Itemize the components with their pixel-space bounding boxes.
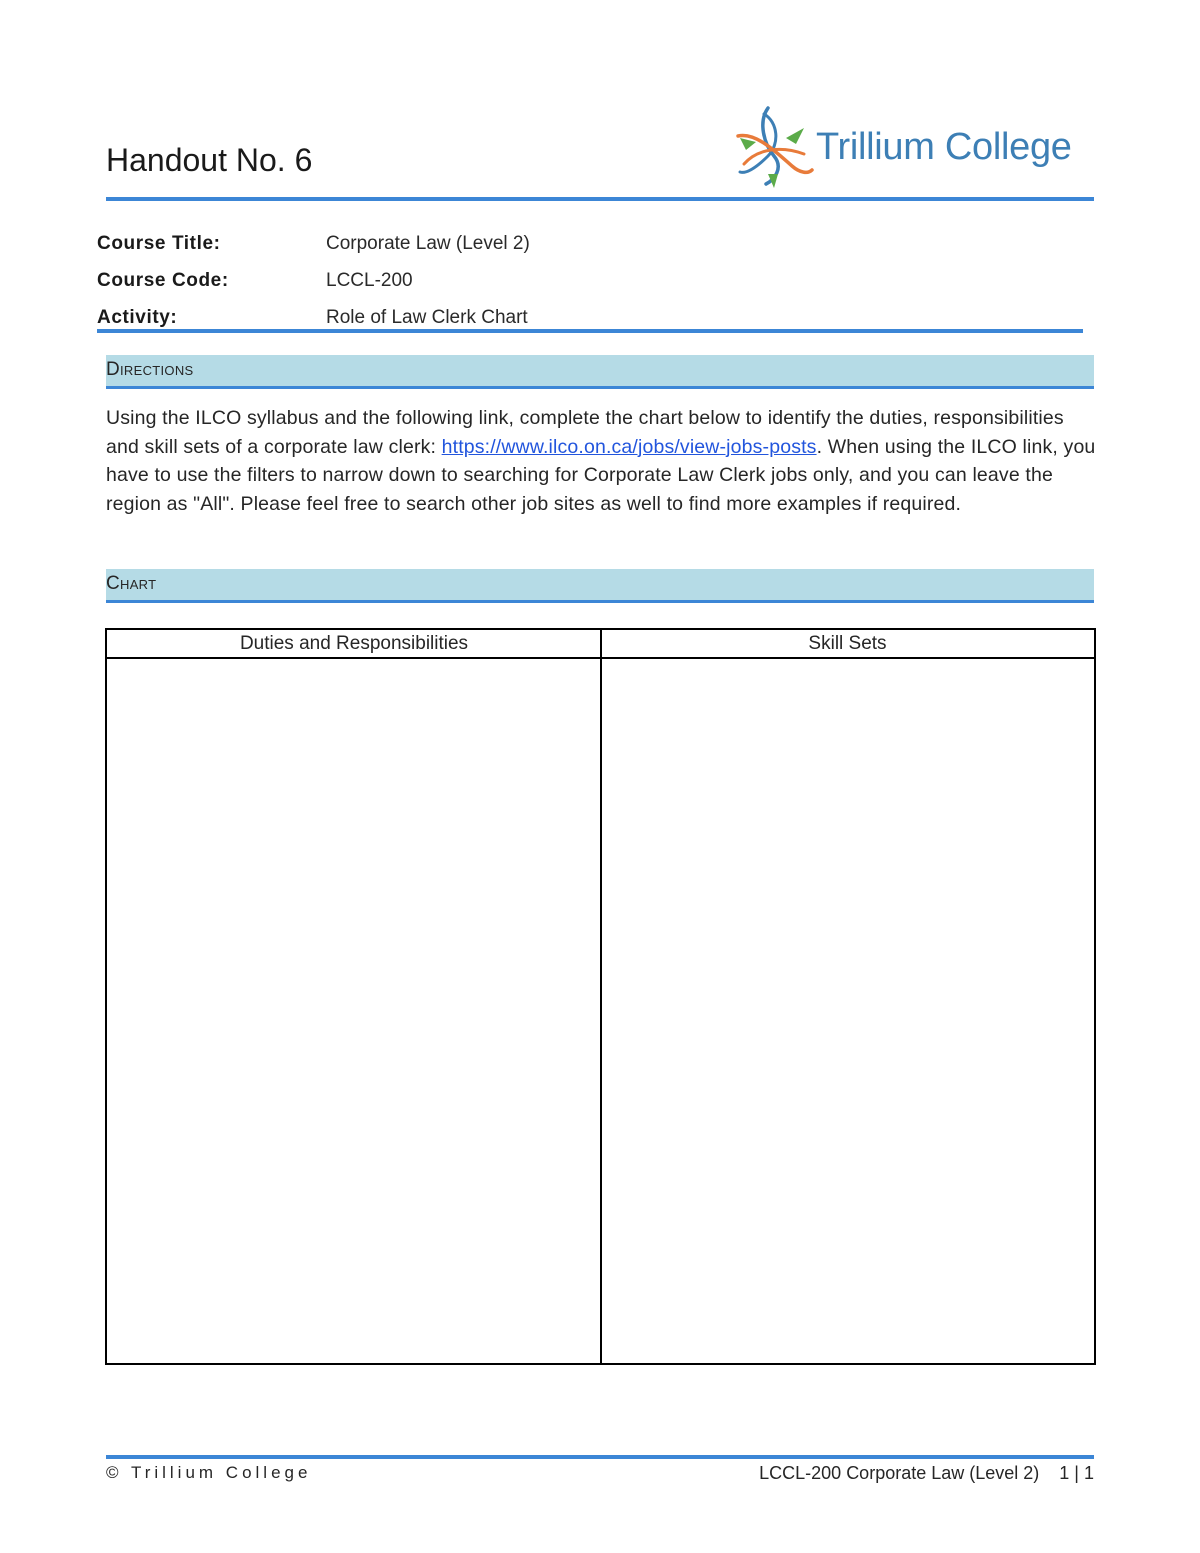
footer-copyright: © Trillium College xyxy=(106,1463,312,1482)
course-title-label: Course Title: xyxy=(97,233,221,254)
chart-heading: Chart xyxy=(106,573,157,594)
duties-skills-table xyxy=(105,628,1096,1365)
meta-rule xyxy=(97,329,1083,333)
duties-cell[interactable] xyxy=(107,659,600,1363)
directions-text-end: . When using the ILCO link, you have to use the filters to narrow down to searching for Corporate Law Clerk jobs only, and you can leave the region as "All". Please feel free to search other job sites as well to find more examples if required. xyxy=(106,435,1096,515)
skills-cell[interactable] xyxy=(602,659,1094,1363)
directions-heading: Directions xyxy=(106,359,194,380)
footer-rule xyxy=(106,1455,1094,1459)
course-title-value: Corporate Law (Level 2) xyxy=(326,233,530,254)
college-logo xyxy=(734,104,1096,188)
course-code-value: LCCL-200 xyxy=(326,270,413,291)
page-title: Handout No. 6 xyxy=(106,142,313,178)
ilco-jobs-link[interactable]: https://www.ilco.on.ca/jobs/view-jobs-posts xyxy=(441,435,817,458)
trillium-flower-icon xyxy=(734,104,814,188)
directions-text xyxy=(106,404,1100,518)
footer-course-page: LCCL-200 Corporate Law (Level 2) 1 | 1 xyxy=(759,1463,1094,1483)
course-code-label: Course Code: xyxy=(97,270,229,291)
directions-heading-bar xyxy=(106,355,1094,389)
header-rule xyxy=(106,197,1094,201)
column-header-skills: Skill Sets xyxy=(601,630,1094,659)
column-header-duties: Duties and Responsibilities xyxy=(107,630,601,659)
activity-value: Role of Law Clerk Chart xyxy=(326,307,528,328)
directions-text-start: Using the ILCO syllabus and the following link, complete the chart below to identify the duties, responsibilities and skill sets of a corporate law clerk: xyxy=(106,407,1064,458)
logo-wordmark: Trillium College xyxy=(816,126,1072,168)
activity-label: Activity: xyxy=(97,307,178,328)
chart-heading-bar xyxy=(106,569,1094,603)
